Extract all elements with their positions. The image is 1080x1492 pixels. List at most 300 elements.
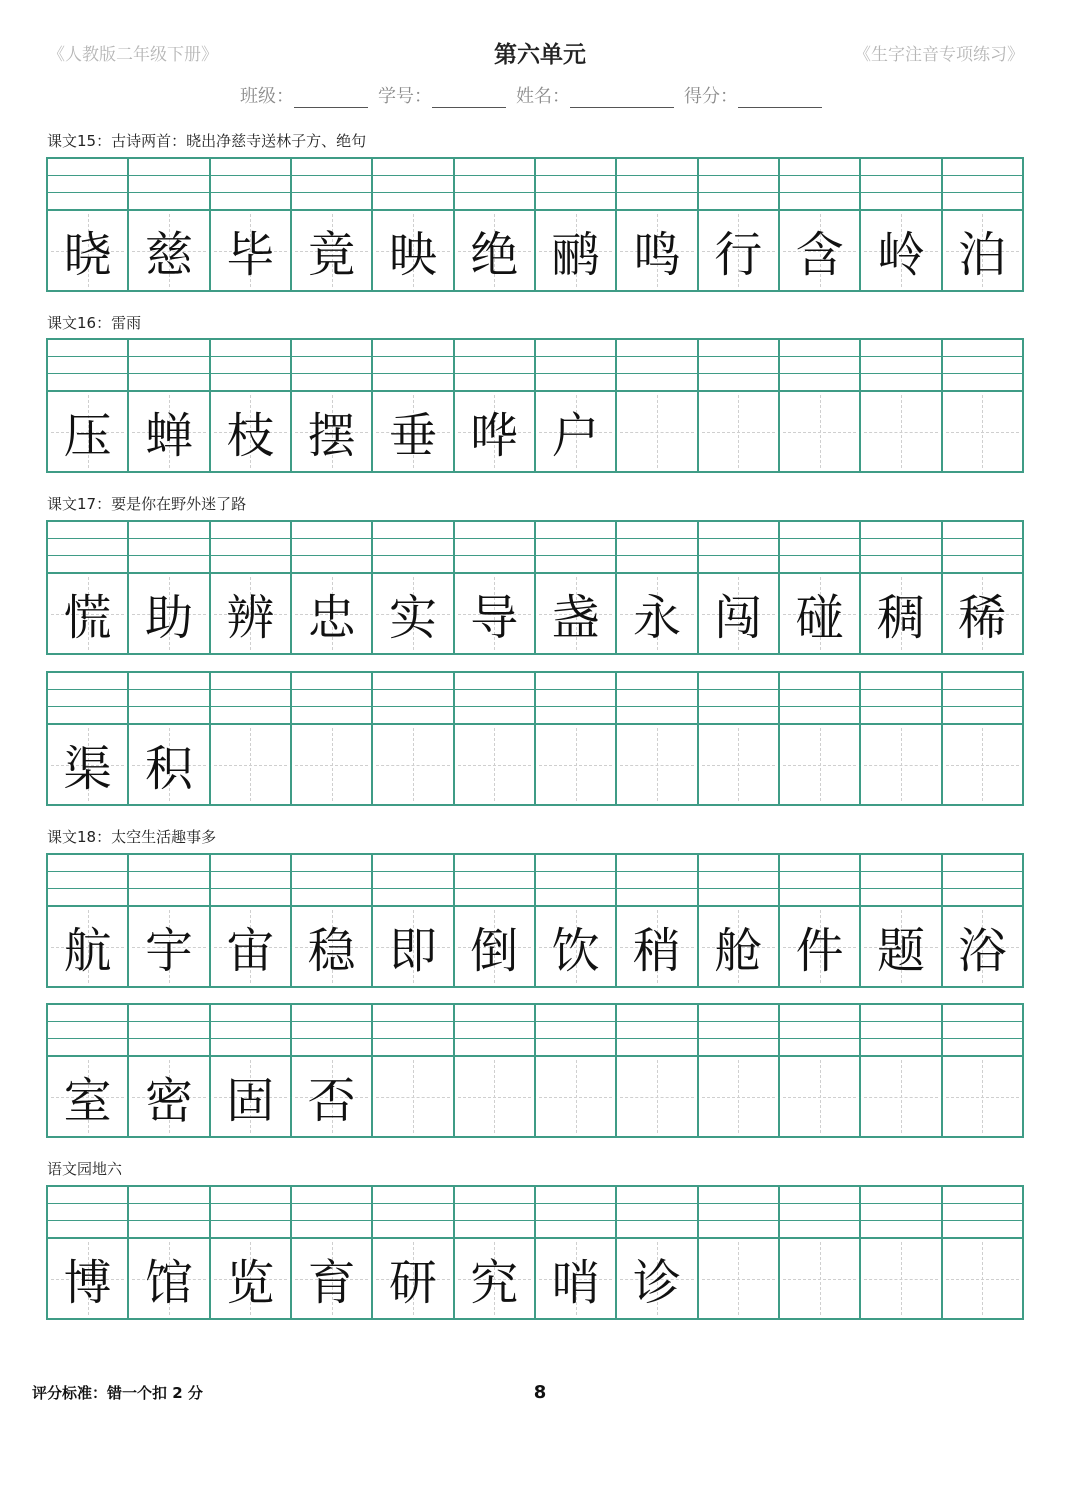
pinyin-writing-area[interactable] — [455, 855, 534, 907]
character-box — [455, 725, 534, 804]
grid-cell — [209, 855, 290, 986]
pinyin-writing-area[interactable] — [617, 1187, 696, 1239]
pinyin-writing-area[interactable] — [617, 340, 696, 392]
grid-cell — [697, 673, 778, 804]
pinyin-writing-area[interactable] — [617, 522, 696, 574]
pinyin-writing-area[interactable] — [699, 340, 778, 392]
grid-cell — [859, 855, 940, 986]
character-text: 固 — [226, 1073, 275, 1129]
grid-cell — [534, 340, 615, 471]
pinyin-writing-area[interactable] — [617, 855, 696, 907]
pinyin-writing-area[interactable] — [699, 159, 778, 211]
pinyin-writing-area[interactable] — [292, 159, 371, 211]
character-text: 永 — [632, 590, 681, 646]
character-box — [373, 574, 452, 653]
grid-cell — [371, 1005, 452, 1136]
pinyin-writing-area[interactable] — [129, 340, 208, 392]
character-box — [699, 1057, 778, 1136]
grid-cell — [127, 855, 208, 986]
character-text: 馆 — [144, 1255, 193, 1311]
character-box — [48, 1239, 127, 1318]
character-box — [780, 907, 859, 986]
grid-cell — [778, 1187, 859, 1318]
pinyin-writing-area[interactable] — [129, 522, 208, 574]
character-box — [943, 211, 1022, 290]
pinyin-writing-area[interactable] — [373, 522, 452, 574]
character-box — [211, 574, 290, 653]
practice-grid — [46, 338, 1024, 473]
character-text: 览 — [226, 1255, 275, 1311]
page-number: 8 — [533, 1382, 547, 1403]
pinyin-writing-area[interactable] — [536, 1187, 615, 1239]
pinyin-writing-area[interactable] — [699, 1005, 778, 1057]
grid-cell — [615, 673, 696, 804]
grid-cell — [209, 673, 290, 804]
character-box — [617, 1239, 696, 1318]
pinyin-writing-area[interactable] — [373, 1005, 452, 1057]
character-box — [861, 211, 940, 290]
character-text: 密 — [144, 1073, 193, 1129]
character-box — [455, 907, 534, 986]
character-box — [48, 725, 127, 804]
grid-cell — [941, 1005, 1022, 1136]
grid-cell — [859, 522, 940, 653]
pinyin-writing-area[interactable] — [292, 673, 371, 725]
character-text: 博 — [63, 1255, 112, 1311]
character-box — [780, 211, 859, 290]
grid-cell — [534, 159, 615, 290]
pinyin-writing-area[interactable] — [943, 855, 1022, 907]
character-text: 鸣 — [632, 227, 681, 283]
character-text: 蝉 — [144, 408, 193, 464]
pinyin-writing-area[interactable] — [455, 340, 534, 392]
pinyin-writing-area[interactable] — [455, 1187, 534, 1239]
class-label: 班级： — [240, 86, 294, 107]
grid-cell — [453, 1187, 534, 1318]
pinyin-writing-area[interactable] — [373, 673, 452, 725]
character-text: 慌 — [63, 590, 112, 646]
grid-cell — [778, 855, 859, 986]
grid-cell — [859, 159, 940, 290]
character-box — [536, 574, 615, 653]
number-field — [378, 82, 516, 108]
character-box — [292, 725, 371, 804]
character-box — [373, 725, 452, 804]
pinyin-writing-area[interactable] — [292, 340, 371, 392]
grid-cell — [778, 159, 859, 290]
pinyin-writing-area[interactable] — [455, 522, 534, 574]
pinyin-writing-area[interactable] — [861, 1187, 940, 1239]
pinyin-writing-area[interactable] — [861, 522, 940, 574]
pinyin-writing-area[interactable] — [211, 1187, 290, 1239]
grid-cell — [534, 1187, 615, 1318]
grid-cell — [209, 1005, 290, 1136]
character-box — [780, 574, 859, 653]
character-text: 否 — [307, 1073, 356, 1129]
pinyin-writing-area[interactable] — [536, 855, 615, 907]
grid-cell — [859, 1005, 940, 1136]
grid-cell — [371, 340, 452, 471]
character-text: 航 — [63, 923, 112, 979]
character-text: 含 — [795, 227, 844, 283]
character-box — [48, 392, 127, 471]
pinyin-writing-area[interactable] — [943, 159, 1022, 211]
pinyin-writing-area[interactable] — [48, 340, 127, 392]
pinyin-writing-area[interactable] — [292, 522, 371, 574]
grid-cell — [615, 1005, 696, 1136]
grid-cell — [534, 673, 615, 804]
pinyin-writing-area[interactable] — [373, 159, 452, 211]
character-box — [211, 907, 290, 986]
character-text: 稠 — [876, 590, 925, 646]
grid-cell — [48, 340, 127, 471]
pinyin-writing-area[interactable] — [292, 1005, 371, 1057]
grid-cell — [697, 522, 778, 653]
pinyin-writing-area[interactable] — [943, 673, 1022, 725]
character-box — [455, 1057, 534, 1136]
grid-cell — [778, 673, 859, 804]
grid-cell — [127, 340, 208, 471]
grid-cell — [371, 522, 452, 653]
pinyin-writing-area[interactable] — [943, 340, 1022, 392]
character-text: 育 — [307, 1255, 356, 1311]
grid-cell — [209, 340, 290, 471]
score-field — [684, 82, 832, 108]
character-text: 压 — [63, 408, 112, 464]
score-label: 得分： — [684, 86, 738, 107]
character-box — [861, 574, 940, 653]
character-text: 行 — [714, 227, 763, 283]
pinyin-writing-area[interactable] — [699, 1187, 778, 1239]
character-box — [780, 392, 859, 471]
pinyin-writing-area[interactable] — [455, 159, 534, 211]
pinyin-writing-area[interactable] — [780, 522, 859, 574]
pinyin-writing-area[interactable] — [861, 673, 940, 725]
pinyin-writing-area[interactable] — [699, 855, 778, 907]
pinyin-writing-area[interactable] — [211, 340, 290, 392]
grid-cell — [127, 159, 208, 290]
character-text: 诊 — [632, 1255, 681, 1311]
character-box — [780, 1057, 859, 1136]
character-text: 稀 — [958, 590, 1007, 646]
grid-cell — [534, 855, 615, 986]
character-box — [943, 725, 1022, 804]
score-blank[interactable] — [738, 89, 822, 108]
grid-cell — [453, 340, 534, 471]
character-box — [292, 1239, 371, 1318]
grid-cell — [778, 1005, 859, 1136]
grid-cell — [290, 1187, 371, 1318]
character-text: 实 — [388, 590, 437, 646]
grid-cell — [127, 522, 208, 653]
character-box — [861, 725, 940, 804]
character-box — [780, 725, 859, 804]
character-text: 慈 — [144, 227, 193, 283]
character-text: 导 — [470, 590, 519, 646]
pinyin-writing-area[interactable] — [129, 673, 208, 725]
pinyin-writing-area[interactable] — [211, 159, 290, 211]
character-box — [780, 1239, 859, 1318]
pinyin-writing-area[interactable] — [211, 855, 290, 907]
grid-cell — [453, 1005, 534, 1136]
book-title: 《人教版二年级下册》 — [48, 45, 218, 65]
character-box — [861, 1239, 940, 1318]
grid-cell — [371, 855, 452, 986]
pinyin-writing-area[interactable] — [943, 1005, 1022, 1057]
character-text: 宙 — [226, 923, 275, 979]
practice-grid — [46, 853, 1024, 988]
grid-cell — [127, 673, 208, 804]
character-box — [455, 1239, 534, 1318]
grid-cell — [941, 1187, 1022, 1318]
character-box — [861, 1057, 940, 1136]
character-box — [617, 211, 696, 290]
character-box — [373, 1239, 452, 1318]
pinyin-writing-area[interactable] — [48, 522, 127, 574]
grid-cell — [453, 159, 534, 290]
pinyin-writing-area[interactable] — [129, 1005, 208, 1057]
character-text: 积 — [144, 741, 193, 797]
pinyin-writing-area[interactable] — [780, 1187, 859, 1239]
pinyin-writing-area[interactable] — [536, 673, 615, 725]
character-box — [129, 392, 208, 471]
pinyin-writing-area[interactable] — [861, 159, 940, 211]
character-box — [943, 574, 1022, 653]
character-box — [373, 392, 452, 471]
character-text: 室 — [63, 1073, 112, 1129]
character-box — [536, 392, 615, 471]
character-box — [48, 907, 127, 986]
character-text: 宇 — [144, 923, 193, 979]
grid-cell — [534, 522, 615, 653]
grid-cell — [697, 1187, 778, 1318]
character-text: 垂 — [388, 408, 437, 464]
grid-cell — [290, 855, 371, 986]
practice-grid — [46, 1185, 1024, 1320]
pinyin-writing-area[interactable] — [536, 159, 615, 211]
character-box — [129, 907, 208, 986]
pinyin-writing-area[interactable] — [780, 159, 859, 211]
pinyin-writing-area[interactable] — [780, 855, 859, 907]
name-label: 姓名： — [516, 86, 570, 107]
pinyin-writing-area[interactable] — [211, 673, 290, 725]
pinyin-writing-area[interactable] — [48, 1005, 127, 1057]
pinyin-writing-area[interactable] — [780, 1005, 859, 1057]
character-box — [617, 725, 696, 804]
character-box — [617, 1057, 696, 1136]
character-box — [699, 574, 778, 653]
pinyin-writing-area[interactable] — [292, 1187, 371, 1239]
character-text: 件 — [795, 923, 844, 979]
grid-cell — [48, 855, 127, 986]
practice-grid — [46, 520, 1024, 655]
section-label-lesson-15: 课文15：古诗两首：晓出净慈寺送林子方、绝句 — [47, 132, 367, 150]
pinyin-writing-area[interactable] — [536, 340, 615, 392]
grid-cell — [209, 1187, 290, 1318]
pinyin-writing-area[interactable] — [129, 1187, 208, 1239]
character-box — [536, 907, 615, 986]
character-box — [699, 907, 778, 986]
pinyin-writing-area[interactable] — [861, 340, 940, 392]
grid-cell — [371, 1187, 452, 1318]
pinyin-writing-area[interactable] — [455, 1005, 534, 1057]
character-text: 摆 — [307, 408, 356, 464]
character-box — [861, 907, 940, 986]
pinyin-writing-area[interactable] — [373, 340, 452, 392]
character-box — [617, 574, 696, 653]
character-box — [292, 392, 371, 471]
character-box — [536, 725, 615, 804]
character-text: 研 — [388, 1255, 437, 1311]
grid-cell — [941, 340, 1022, 471]
character-box — [211, 1057, 290, 1136]
character-text: 岭 — [876, 227, 925, 283]
character-box — [699, 725, 778, 804]
character-box — [211, 392, 290, 471]
section-label-garden-6: 语文园地六 — [47, 1160, 123, 1178]
pinyin-writing-area[interactable] — [943, 1187, 1022, 1239]
character-box — [373, 1057, 452, 1136]
pinyin-writing-area[interactable] — [536, 522, 615, 574]
character-box — [129, 1057, 208, 1136]
character-box — [455, 211, 534, 290]
character-text: 绝 — [470, 227, 519, 283]
character-text: 渠 — [63, 741, 112, 797]
character-box — [536, 1057, 615, 1136]
character-text: 饮 — [551, 923, 600, 979]
name-field — [516, 82, 684, 108]
grid-cell — [453, 855, 534, 986]
pinyin-writing-area[interactable] — [373, 1187, 452, 1239]
pinyin-writing-area[interactable] — [617, 673, 696, 725]
grid-cell — [290, 522, 371, 653]
grid-cell — [48, 1187, 127, 1318]
grid-cell — [941, 159, 1022, 290]
character-text: 哗 — [470, 408, 519, 464]
grid-cell — [290, 673, 371, 804]
grid-cell — [48, 159, 127, 290]
pinyin-writing-area[interactable] — [48, 159, 127, 211]
section-label-lesson-17: 课文17：要是你在野外迷了路 — [47, 495, 247, 513]
grid-cell — [48, 1005, 127, 1136]
student-info-row — [240, 82, 832, 108]
grid-cell — [209, 522, 290, 653]
grid-cell — [209, 159, 290, 290]
grid-cell — [615, 522, 696, 653]
character-box — [699, 1239, 778, 1318]
worksheet-title: 《生字注音专项练习》 — [854, 45, 1024, 65]
character-text: 户 — [551, 408, 600, 464]
pinyin-writing-area[interactable] — [861, 1005, 940, 1057]
character-text: 盏 — [551, 590, 600, 646]
character-box — [699, 211, 778, 290]
pinyin-writing-area[interactable] — [48, 673, 127, 725]
grid-cell — [697, 340, 778, 471]
pinyin-writing-area[interactable] — [536, 1005, 615, 1057]
class-blank[interactable] — [294, 89, 368, 108]
grid-cell — [534, 1005, 615, 1136]
character-box — [48, 1057, 127, 1136]
number-blank[interactable] — [432, 89, 506, 108]
grid-cell — [371, 159, 452, 290]
pinyin-writing-area[interactable] — [48, 855, 127, 907]
grid-cell — [859, 1187, 940, 1318]
practice-grid — [46, 1003, 1024, 1138]
pinyin-writing-area[interactable] — [780, 673, 859, 725]
character-box — [292, 211, 371, 290]
grid-cell — [453, 673, 534, 804]
character-box — [943, 1057, 1022, 1136]
character-box — [129, 1239, 208, 1318]
character-text: 泊 — [958, 227, 1007, 283]
pinyin-writing-area[interactable] — [48, 1187, 127, 1239]
grid-cell — [127, 1005, 208, 1136]
character-box — [211, 725, 290, 804]
pinyin-writing-area[interactable] — [617, 159, 696, 211]
pinyin-writing-area[interactable] — [129, 855, 208, 907]
pinyin-writing-area[interactable] — [129, 159, 208, 211]
character-box — [129, 211, 208, 290]
grid-cell — [941, 673, 1022, 804]
name-blank[interactable] — [570, 89, 674, 108]
character-text: 闯 — [714, 590, 763, 646]
character-box — [943, 392, 1022, 471]
pinyin-writing-area[interactable] — [292, 855, 371, 907]
character-box — [292, 907, 371, 986]
grid-cell — [615, 1187, 696, 1318]
character-text: 助 — [144, 590, 193, 646]
pinyin-writing-area[interactable] — [699, 673, 778, 725]
character-box — [455, 392, 534, 471]
character-text: 碰 — [795, 590, 844, 646]
grid-cell — [615, 159, 696, 290]
pinyin-writing-area[interactable] — [699, 522, 778, 574]
pinyin-writing-area[interactable] — [617, 1005, 696, 1057]
character-box — [943, 907, 1022, 986]
pinyin-writing-area[interactable] — [861, 855, 940, 907]
grid-cell — [778, 340, 859, 471]
grid-cell — [615, 340, 696, 471]
character-box — [617, 392, 696, 471]
pinyin-writing-area[interactable] — [780, 340, 859, 392]
pinyin-writing-area[interactable] — [943, 522, 1022, 574]
practice-grid — [46, 157, 1024, 292]
character-box — [861, 392, 940, 471]
grid-cell — [697, 1005, 778, 1136]
pinyin-writing-area[interactable] — [373, 855, 452, 907]
character-box — [373, 907, 452, 986]
grid-cell — [290, 1005, 371, 1136]
grid-cell — [697, 159, 778, 290]
pinyin-writing-area[interactable] — [455, 673, 534, 725]
character-text: 竟 — [307, 227, 356, 283]
character-box — [129, 725, 208, 804]
character-text: 即 — [388, 923, 437, 979]
character-text: 毕 — [226, 227, 275, 283]
character-text: 枝 — [226, 408, 275, 464]
pinyin-writing-area[interactable] — [211, 1005, 290, 1057]
character-box — [943, 1239, 1022, 1318]
grid-cell — [778, 522, 859, 653]
grid-cell — [48, 673, 127, 804]
section-label-lesson-16: 课文16：雷雨 — [47, 314, 142, 332]
pinyin-writing-area[interactable] — [211, 522, 290, 574]
character-text: 哨 — [551, 1255, 600, 1311]
character-text: 题 — [876, 923, 925, 979]
character-box — [617, 907, 696, 986]
character-box — [292, 574, 371, 653]
grid-cell — [371, 673, 452, 804]
